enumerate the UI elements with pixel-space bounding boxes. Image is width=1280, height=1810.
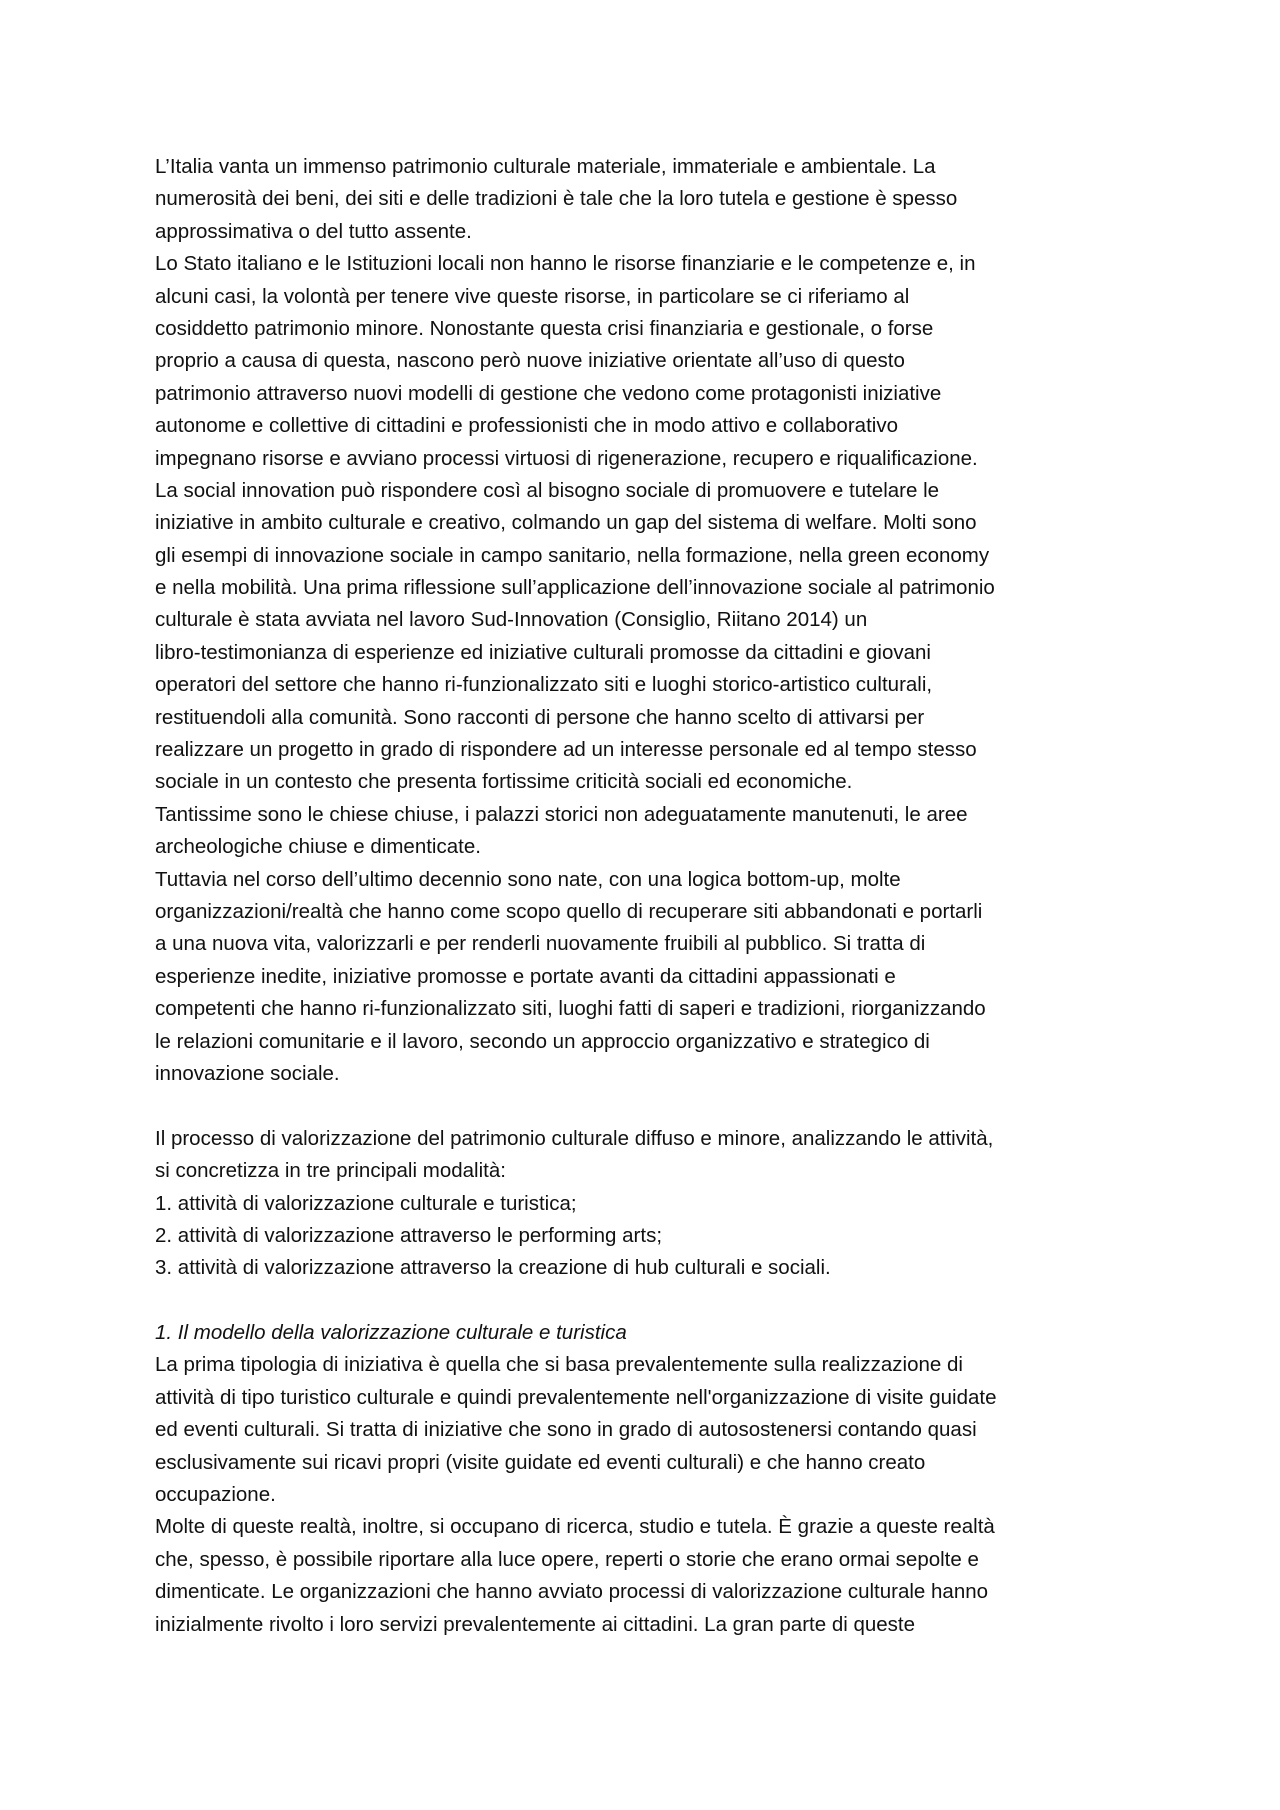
text-line: archeologiche chiuse e dimenticate.: [155, 835, 481, 859]
text-line: realizzare un progetto in grado di rispondere ad un interesse personale ed al tempo stesso: [155, 738, 977, 762]
text-line: che, spesso, è possibile riportare alla luce opere, reperti o storie che erano ormai sepolte e: [155, 1547, 979, 1571]
text-line: esperienze inedite, iniziative promosse e portate avanti da cittadini appassionati e: [155, 964, 896, 988]
text-line: Tantissime sono le chiese chiuse, i palazzi storici non adeguatamente manutenuti, le aree: [155, 802, 968, 826]
text-line: a una nuova vita, valorizzarli e per renderli nuovamente fruibili al pubblico. Si tratta di: [155, 932, 926, 956]
text-line: libro-testimonianza di esperienze ed iniziative culturali promosse da cittadini e giovani: [155, 640, 931, 664]
text-line: attività di tipo turistico culturale e quindi prevalentemente nell'organizzazione di visite guidate: [155, 1385, 997, 1409]
text-line: occupazione.: [155, 1483, 276, 1507]
text-line: patrimonio attraverso nuovi modelli di gestione che vedono come protagonisti iniziative: [155, 381, 942, 405]
text-line: numerosità dei beni, dei siti e delle tradizioni è tale che la loro tutela e gestione è spesso: [155, 187, 958, 211]
text-line: operatori del settore che hanno ri-funzionalizzato siti e luoghi storico-artistico culturali,: [155, 673, 933, 697]
list-item: 1. attività di valorizzazione culturale e turistica;: [155, 1191, 577, 1215]
text-line: impegnano risorse e avviano processi virtuosi di rigenerazione, recupero e riqualificazione.: [155, 446, 978, 470]
text-line: cosiddetto patrimonio minore. Nonostante questa crisi finanziaria e gestionale, o forse: [155, 316, 934, 340]
text-line: iniziative in ambito culturale e creativo, colmando un gap del sistema di welfare. Molti sono: [155, 511, 977, 535]
text-line: Molte di queste realtà, inoltre, si occupano di ricerca, studio e tutela. È grazie a queste realtà: [155, 1515, 995, 1539]
text-line: restituendoli alla comunità. Sono racconti di persone che hanno scelto di attivarsi per: [155, 705, 925, 729]
text-line: Il processo di valorizzazione del patrimonio culturale diffuso e minore, analizzando le attività,: [155, 1126, 994, 1150]
text-line: approssimativa o del tutto assente.: [155, 219, 472, 243]
text-line: Lo Stato italiano e le Istituzioni locali non hanno le risorse finanziarie e le competenze e, in: [155, 252, 976, 276]
text-line: ed eventi culturali. Si tratta di iniziative che sono in grado di autosostenersi contando quasi: [155, 1418, 977, 1442]
text-line: culturale è stata avviata nel lavoro Sud-Innovation (Consiglio, Riitano 2014) un: [155, 608, 868, 632]
document-page: [155, 151, 1140, 1641]
text-line: le relazioni comunitarie e il lavoro, secondo un approccio organizzativo e strategico di: [155, 1029, 930, 1053]
text-line: L’Italia vanta un immenso patrimonio culturale materiale, immateriale e ambientale. La: [155, 155, 936, 178]
text-line: si concretizza in tre principali modalità:: [155, 1159, 506, 1183]
list-item: 2. attività di valorizzazione attraverso le performing arts;: [155, 1223, 663, 1247]
paragraph-gap: [155, 1285, 1140, 1317]
text-line: sociale in un contesto che presenta fortissime criticità sociali ed economiche.: [155, 770, 853, 794]
paragraph-gap: [155, 1090, 1140, 1122]
text-line: alcuni casi, la volontà per tenere vive queste risorse, in particolare se ci riferiamo al: [155, 284, 910, 308]
text-line: gli esempi di innovazione sociale in campo sanitario, nella formazione, nella green economy: [155, 543, 990, 567]
text-line: competenti che hanno ri-funzionalizzato siti, luoghi fatti di saperi e tradizioni, riorganizzando: [155, 997, 986, 1021]
text-line: proprio a causa di questa, nascono però nuove iniziative orientate all’uso di questo: [155, 349, 905, 373]
text-line: esclusivamente sui ricavi propri (visite guidate ed eventi culturali) e che hanno creato: [155, 1450, 926, 1474]
text-line: e nella mobilità. Una prima riflessione sull’applicazione dell’innovazione sociale al patrimonio: [155, 576, 995, 600]
text-line: La social innovation può rispondere così al bisogno sociale di promuovere e tutelare le: [155, 478, 940, 502]
text-line: dimenticate. Le organizzazioni che hanno avviato processi di valorizzazione culturale hanno: [155, 1580, 989, 1604]
text-line: organizzazioni/realtà che hanno come scopo quello di recuperare siti abbandonati e portarli: [155, 899, 983, 923]
section-heading: 1. Il modello della valorizzazione culturale e turistica: [155, 1321, 627, 1345]
text-line: La prima tipologia di iniziativa è quella che si basa prevalentemente sulla realizzazione di: [155, 1353, 963, 1377]
text-line: autonome e collettive di cittadini e professionisti che in modo attivo e collaborativo: [155, 414, 898, 438]
text-line: inizialmente rivolto i loro servizi prevalentemente ai cittadini. La gran parte di queste: [155, 1612, 916, 1636]
text-line: Tuttavia nel corso dell’ultimo decennio sono nate, con una logica bottom-up, molte: [155, 867, 901, 891]
text-line: innovazione sociale.: [155, 1061, 340, 1085]
list-item: 3. attività di valorizzazione attraverso la creazione di hub culturali e sociali.: [155, 1256, 831, 1280]
